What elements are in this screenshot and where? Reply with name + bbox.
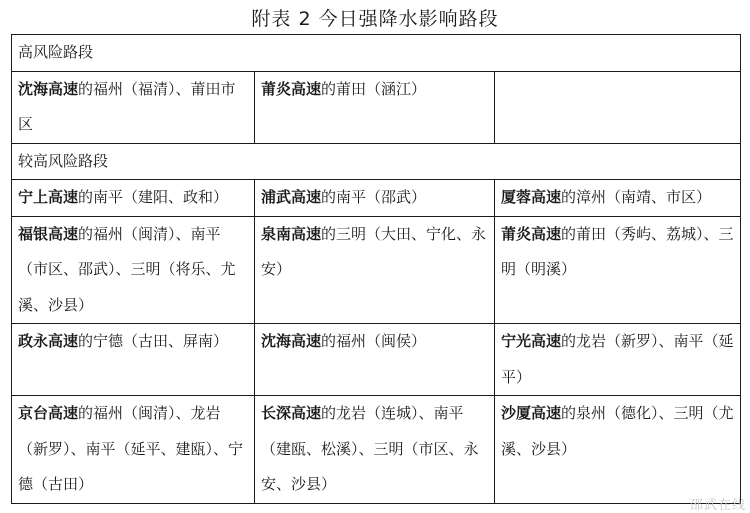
joiner-text: 的 — [321, 79, 337, 98]
table-row — [12, 216, 741, 324]
areas-text: 宁德（古田、屏南） — [93, 332, 229, 350]
highway-name: 厦蓉高速 — [501, 188, 562, 206]
highway-name: 沈海高速 — [18, 79, 79, 98]
areas-text: 福州（福清）、莆田市区 — [18, 79, 236, 133]
highway-name: 沙厦高速 — [501, 404, 562, 422]
table-row — [12, 71, 741, 143]
section-heading-high-risk: 高风险路段 — [12, 35, 741, 72]
segment-cell-empty — [495, 71, 741, 143]
highway-name: 长深高速 — [261, 404, 322, 422]
joiner-text: 的 — [561, 224, 577, 243]
areas-text: 南平（建阳、政和） — [93, 188, 229, 206]
areas-text: 龙岩（新罗）、南平（延平） — [501, 332, 734, 386]
watermark: 邵武在线 — [689, 498, 746, 513]
segment-cell — [12, 216, 255, 324]
table-row — [12, 180, 741, 217]
highway-name: 泉南高速 — [261, 224, 322, 243]
joiner-text: 的 — [78, 404, 94, 422]
areas-text: 福州（闽清）、龙岩（新罗）、南平（延平、建瓯）、宁德（古田） — [18, 404, 244, 493]
highway-name: 沈海高速 — [261, 332, 322, 350]
segment-cell — [12, 180, 255, 217]
segment-cell — [495, 216, 741, 324]
segment-cell — [255, 324, 495, 396]
areas-text: 漳州（南靖、市区） — [576, 188, 712, 206]
segment-cell — [495, 180, 741, 217]
joiner-text: 的 — [321, 404, 337, 422]
highway-name: 宁上高速 — [18, 188, 79, 206]
segment-cell — [255, 396, 495, 504]
highway-name: 宁光高速 — [501, 332, 562, 350]
highway-name: 福银高速 — [18, 224, 79, 243]
highway-name: 莆炎高速 — [501, 224, 562, 243]
segment-cell — [12, 396, 255, 504]
areas-text: 福州（闽清）、南平（市区、邵武）、三明（将乐、尤溪、沙县） — [18, 224, 236, 314]
joiner-text: 的 — [561, 404, 577, 422]
joiner-text: 的 — [78, 224, 94, 243]
highway-name: 浦武高速 — [261, 188, 322, 206]
areas-text: 莆田（涵江） — [336, 79, 427, 98]
joiner-text: 的 — [321, 188, 337, 206]
areas-text: 三明（大田、宁化、永安） — [261, 224, 487, 278]
areas-text: 莆田（秀屿、荔城）、三明（明溪） — [501, 224, 734, 278]
joiner-text: 的 — [78, 332, 94, 350]
joiner-text: 的 — [321, 332, 337, 350]
segment-cell — [495, 324, 741, 396]
highway-name: 莆炎高速 — [261, 79, 322, 98]
road-segments-table — [11, 34, 741, 504]
segment-cell — [255, 180, 495, 217]
joiner-text: 的 — [78, 188, 94, 206]
segment-cell — [12, 324, 255, 396]
areas-text: 南平（邵武） — [336, 188, 427, 206]
section-row — [12, 143, 741, 180]
highway-name: 京台高速 — [18, 404, 79, 422]
areas-text: 龙岩（连城）、南平（建瓯、松溪）、三明（市区、永安、沙县） — [261, 404, 479, 493]
segment-cell — [12, 71, 255, 143]
joiner-text: 的 — [78, 79, 94, 98]
joiner-text: 的 — [321, 224, 337, 243]
section-heading-higher-risk: 较高风险路段 — [12, 143, 741, 180]
segment-cell — [255, 216, 495, 324]
joiner-text: 的 — [561, 188, 577, 206]
section-row — [12, 35, 741, 72]
table-title: 附表 2 今日强降水影响路段 — [251, 8, 499, 30]
segment-cell — [495, 396, 741, 504]
joiner-text: 的 — [561, 332, 577, 350]
table-row — [12, 396, 741, 504]
highway-name: 政永高速 — [18, 332, 79, 350]
areas-text: 泉州（德化）、三明（尤溪、沙县） — [501, 404, 734, 458]
table-row — [12, 324, 741, 396]
areas-text: 福州（闽侯） — [336, 332, 427, 350]
segment-cell — [255, 71, 495, 143]
